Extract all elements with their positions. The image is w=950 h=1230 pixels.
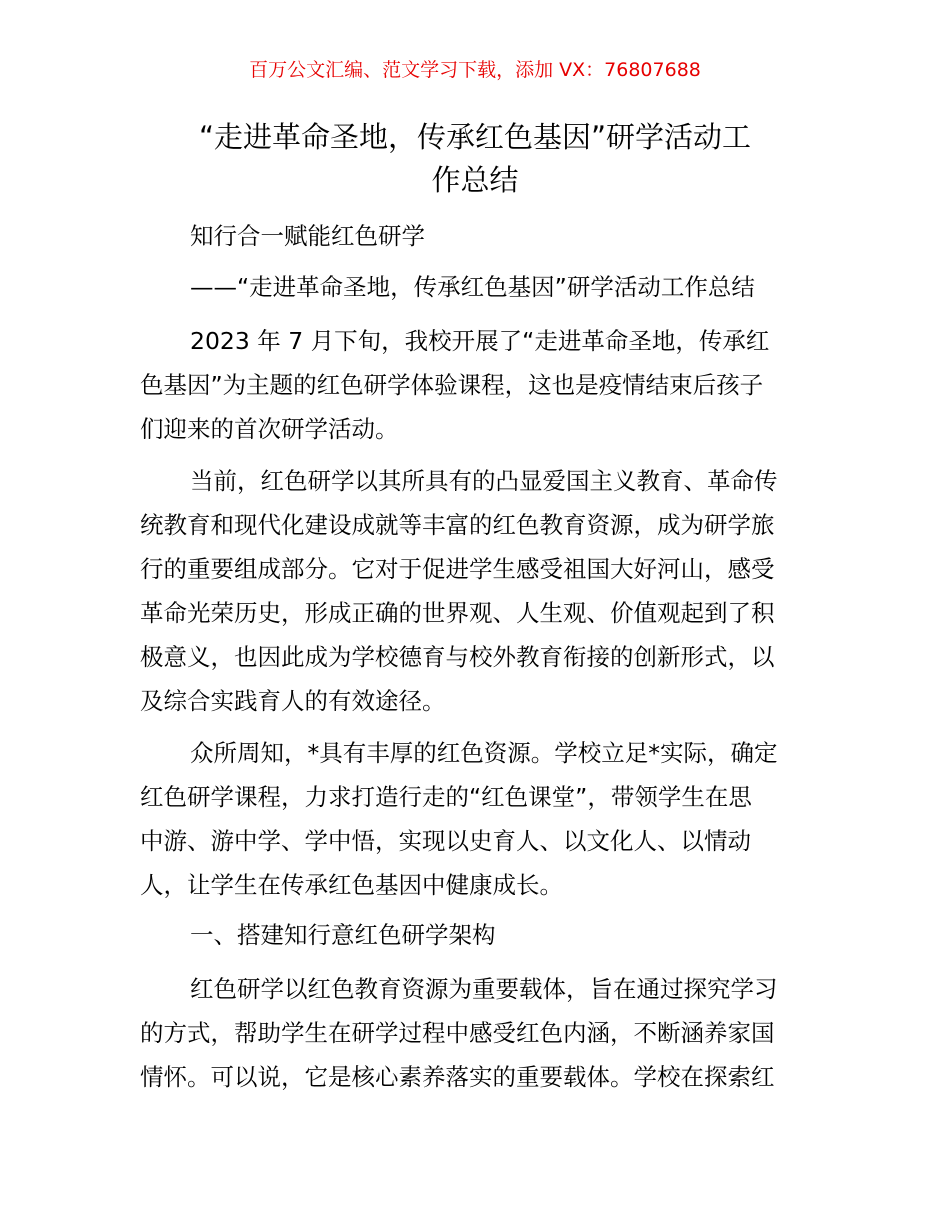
title-line-2: 作总结 (431, 163, 519, 197)
subtitle-secondary: ——“走进革命圣地，传承红色基因”研学活动工作总结 (190, 273, 755, 301)
paragraph-4-line: 情怀。可以说，它是核心素养落实的重要载体。学校在探索红 (140, 1063, 775, 1091)
paragraph-4-line: 的方式，帮助学生在研学过程中感受红色内涵，不断涵养家国 (140, 1019, 775, 1047)
subtitle: 知行合一赋能红色研学 (190, 222, 425, 250)
promo-header: 百万公文汇编、范文学习下载，添加 VX：76807688 (249, 59, 701, 81)
title-line-1: “走进革命圣地，传承红色基因”研学活动工 (198, 120, 752, 154)
paragraph-1-line: 们迎来的首次研学活动。 (140, 415, 399, 443)
paragraph-3-line: 众所周知，*具有丰厚的红色资源。学校立足*实际，确定 (190, 739, 778, 767)
document-title (140, 116, 810, 202)
paragraph-3-line: 人，让学生在传承红色基因中健康成长。 (140, 871, 563, 899)
paragraph-2-line: 统教育和现代化建设成就等丰富的红色教育资源，成为研学旅 (140, 511, 775, 539)
paragraph-2-line: 革命光荣历史，形成正确的世界观、人生观、价值观起到了积 (140, 599, 775, 627)
paragraph-2-line: 及综合实践育人的有效途径。 (140, 687, 446, 715)
paragraph-3-line: 中游、游中学、学中悟，实现以史育人、以文化人、以情动 (140, 827, 751, 855)
paragraph-1-line: 2023 年 7 月下旬，我校开展了“走进革命圣地，传承红 (190, 327, 770, 355)
paragraph-2-line: 行的重要组成部分。它对于促进学生感受祖国大好河山，感受 (140, 555, 775, 583)
paragraph-3-line: 红色研学课程，力求打造行走的“红色课堂”，带领学生在思 (140, 783, 752, 811)
paragraph-2-line: 当前，红色研学以其所具有的凸显爱国主义教育、革命传 (190, 467, 778, 495)
paragraph-2-line: 极意义，也因此成为学校德育与校外教育衔接的创新形式，以 (140, 643, 775, 671)
section-heading: 一、搭建知行意红色研学架构 (190, 921, 496, 949)
paragraph-1-line: 色基因”为主题的红色研学体验课程，这也是疫情结束后孩子 (140, 371, 764, 399)
paragraph-4-line: 红色研学以红色教育资源为重要载体，旨在通过探究学习 (190, 975, 778, 1003)
